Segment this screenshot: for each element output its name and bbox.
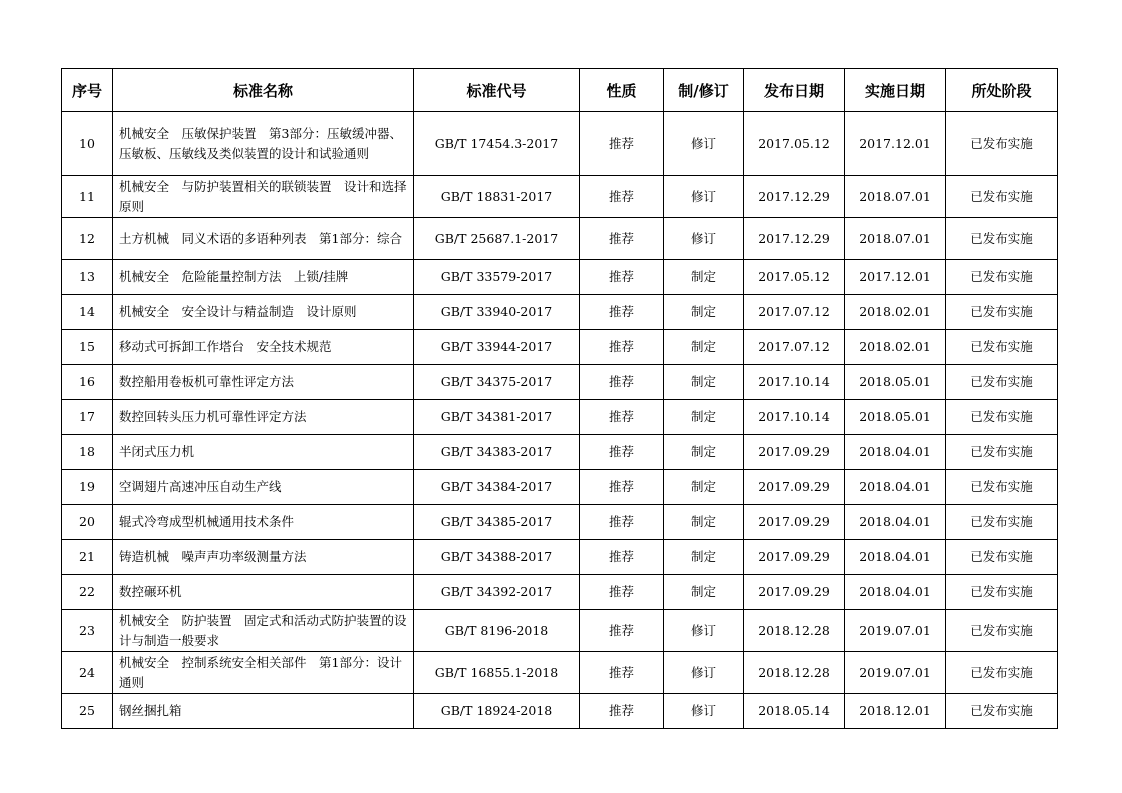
cell-serial-no: 22 — [62, 575, 113, 610]
cell-standard-name: 移动式可拆卸工作塔台 安全技术规范 — [113, 330, 414, 365]
cell-implement-date: 2018.04.01 — [845, 505, 946, 540]
cell-revision-type: 制定 — [664, 505, 744, 540]
cell-standard-name: 钢丝捆扎箱 — [113, 694, 414, 729]
cell-standard-code: GB/T 34392-2017 — [414, 575, 580, 610]
cell-nature: 推荐 — [580, 540, 664, 575]
table-row — [62, 470, 1058, 505]
cell-publish-date: 2017.07.12 — [744, 295, 845, 330]
cell-revision-type: 修订 — [664, 112, 744, 176]
cell-implement-date: 2019.07.01 — [845, 610, 946, 652]
cell-nature: 推荐 — [580, 575, 664, 610]
cell-standard-name: 机械安全 防护装置 固定式和活动式防护装置的设计与制造一般要求 — [113, 610, 414, 652]
cell-standard-code: GB/T 17454.3-2017 — [414, 112, 580, 176]
cell-nature: 推荐 — [580, 218, 664, 260]
cell-standard-code: GB/T 34381-2017 — [414, 400, 580, 435]
cell-publish-date: 2018.05.14 — [744, 694, 845, 729]
cell-publish-date: 2017.09.29 — [744, 575, 845, 610]
cell-standard-name: 数控碾环机 — [113, 575, 414, 610]
cell-revision-type: 修订 — [664, 218, 744, 260]
cell-publish-date: 2017.05.12 — [744, 260, 845, 295]
header-implement-date: 实施日期 — [845, 69, 946, 112]
cell-standard-code: GB/T 33579-2017 — [414, 260, 580, 295]
cell-implement-date: 2018.12.01 — [845, 694, 946, 729]
cell-publish-date: 2017.09.29 — [744, 540, 845, 575]
table-row — [62, 365, 1058, 400]
cell-serial-no: 13 — [62, 260, 113, 295]
cell-implement-date: 2018.05.01 — [845, 400, 946, 435]
table-row — [62, 218, 1058, 260]
cell-serial-no: 18 — [62, 435, 113, 470]
cell-stage: 已发布实施 — [946, 330, 1058, 365]
cell-implement-date: 2018.07.01 — [845, 218, 946, 260]
header-publish-date: 发布日期 — [744, 69, 845, 112]
cell-revision-type: 制定 — [664, 330, 744, 365]
table-row — [62, 112, 1058, 176]
cell-revision-type: 制定 — [664, 540, 744, 575]
cell-revision-type: 制定 — [664, 400, 744, 435]
standards-table — [61, 68, 1058, 729]
cell-stage: 已发布实施 — [946, 260, 1058, 295]
cell-standard-code: GB/T 16855.1-2018 — [414, 652, 580, 694]
cell-serial-no: 17 — [62, 400, 113, 435]
cell-standard-name: 机械安全 压敏保护装置 第3部分：压敏缓冲器、压敏板、压敏线及类似装置的设计和试验通则 — [113, 112, 414, 176]
cell-publish-date: 2017.07.12 — [744, 330, 845, 365]
header-revision-type: 制/修订 — [664, 69, 744, 112]
cell-stage: 已发布实施 — [946, 295, 1058, 330]
cell-revision-type: 修订 — [664, 610, 744, 652]
cell-nature: 推荐 — [580, 330, 664, 365]
header-stage: 所处阶段 — [946, 69, 1058, 112]
cell-publish-date: 2017.10.14 — [744, 365, 845, 400]
table-row — [62, 505, 1058, 540]
cell-implement-date: 2017.12.01 — [845, 260, 946, 295]
cell-stage: 已发布实施 — [946, 610, 1058, 652]
header-standard-code: 标准代号 — [414, 69, 580, 112]
cell-implement-date: 2018.07.01 — [845, 176, 946, 218]
cell-standard-name: 半闭式压力机 — [113, 435, 414, 470]
cell-revision-type: 制定 — [664, 575, 744, 610]
cell-revision-type: 制定 — [664, 260, 744, 295]
cell-standard-code: GB/T 18924-2018 — [414, 694, 580, 729]
cell-stage: 已发布实施 — [946, 400, 1058, 435]
cell-implement-date: 2019.07.01 — [845, 652, 946, 694]
cell-nature: 推荐 — [580, 505, 664, 540]
cell-serial-no: 21 — [62, 540, 113, 575]
cell-revision-type: 制定 — [664, 470, 744, 505]
cell-publish-date: 2018.12.28 — [744, 652, 845, 694]
header-standard-name: 标准名称 — [113, 69, 414, 112]
cell-standard-name: 铸造机械 噪声声功率级测量方法 — [113, 540, 414, 575]
table-row — [62, 295, 1058, 330]
cell-serial-no: 16 — [62, 365, 113, 400]
cell-nature: 推荐 — [580, 176, 664, 218]
cell-implement-date: 2018.02.01 — [845, 330, 946, 365]
cell-serial-no: 23 — [62, 610, 113, 652]
cell-standard-code: GB/T 34375-2017 — [414, 365, 580, 400]
cell-stage: 已发布实施 — [946, 218, 1058, 260]
cell-implement-date: 2018.04.01 — [845, 435, 946, 470]
cell-standard-code: GB/T 33944-2017 — [414, 330, 580, 365]
table-row — [62, 694, 1058, 729]
table-row — [62, 652, 1058, 694]
cell-standard-name: 土方机械 同义术语的多语种列表 第1部分：综合 — [113, 218, 414, 260]
cell-implement-date: 2018.05.01 — [845, 365, 946, 400]
table-row — [62, 435, 1058, 470]
table-row — [62, 540, 1058, 575]
cell-nature: 推荐 — [580, 400, 664, 435]
cell-stage: 已发布实施 — [946, 694, 1058, 729]
cell-publish-date: 2017.09.29 — [744, 470, 845, 505]
cell-serial-no: 11 — [62, 176, 113, 218]
cell-serial-no: 12 — [62, 218, 113, 260]
cell-stage: 已发布实施 — [946, 176, 1058, 218]
cell-serial-no: 24 — [62, 652, 113, 694]
cell-implement-date: 2018.04.01 — [845, 470, 946, 505]
cell-publish-date: 2017.09.29 — [744, 505, 845, 540]
cell-standard-name: 数控船用卷板机可靠性评定方法 — [113, 365, 414, 400]
cell-revision-type: 制定 — [664, 435, 744, 470]
cell-standard-code: GB/T 34384-2017 — [414, 470, 580, 505]
cell-publish-date: 2017.10.14 — [744, 400, 845, 435]
cell-nature: 推荐 — [580, 652, 664, 694]
cell-stage: 已发布实施 — [946, 575, 1058, 610]
table-row — [62, 575, 1058, 610]
cell-nature: 推荐 — [580, 435, 664, 470]
cell-stage: 已发布实施 — [946, 435, 1058, 470]
header-nature: 性质 — [580, 69, 664, 112]
cell-implement-date: 2018.04.01 — [845, 575, 946, 610]
cell-serial-no: 25 — [62, 694, 113, 729]
cell-revision-type: 制定 — [664, 295, 744, 330]
cell-stage: 已发布实施 — [946, 540, 1058, 575]
cell-stage: 已发布实施 — [946, 505, 1058, 540]
cell-serial-no: 14 — [62, 295, 113, 330]
cell-revision-type: 修订 — [664, 176, 744, 218]
cell-standard-code: GB/T 34385-2017 — [414, 505, 580, 540]
cell-publish-date: 2017.09.29 — [744, 435, 845, 470]
cell-standard-name: 空调翅片高速冲压自动生产线 — [113, 470, 414, 505]
cell-standard-code: GB/T 34388-2017 — [414, 540, 580, 575]
cell-serial-no: 10 — [62, 112, 113, 176]
cell-implement-date: 2018.02.01 — [845, 295, 946, 330]
cell-standard-name: 机械安全 与防护装置相关的联锁装置 设计和选择原则 — [113, 176, 414, 218]
header-row — [62, 69, 1058, 112]
cell-publish-date: 2018.12.28 — [744, 610, 845, 652]
cell-revision-type: 制定 — [664, 365, 744, 400]
cell-stage: 已发布实施 — [946, 470, 1058, 505]
table-row — [62, 260, 1058, 295]
cell-nature: 推荐 — [580, 260, 664, 295]
table-row — [62, 330, 1058, 365]
cell-standard-name: 机械安全 危险能量控制方法 上锁/挂牌 — [113, 260, 414, 295]
cell-standard-code: GB/T 34383-2017 — [414, 435, 580, 470]
cell-standard-name: 辊式冷弯成型机械通用技术条件 — [113, 505, 414, 540]
cell-revision-type: 修订 — [664, 652, 744, 694]
cell-standard-code: GB/T 18831-2017 — [414, 176, 580, 218]
cell-serial-no: 19 — [62, 470, 113, 505]
cell-stage: 已发布实施 — [946, 365, 1058, 400]
cell-standard-name: 数控回转头压力机可靠性评定方法 — [113, 400, 414, 435]
cell-standard-name: 机械安全 控制系统安全相关部件 第1部分：设计通则 — [113, 652, 414, 694]
cell-nature: 推荐 — [580, 610, 664, 652]
cell-standard-code: GB/T 8196-2018 — [414, 610, 580, 652]
cell-implement-date: 2017.12.01 — [845, 112, 946, 176]
cell-implement-date: 2018.04.01 — [845, 540, 946, 575]
cell-stage: 已发布实施 — [946, 112, 1058, 176]
cell-nature: 推荐 — [580, 470, 664, 505]
table-row — [62, 610, 1058, 652]
header-serial-no: 序号 — [62, 69, 113, 112]
cell-standard-code: GB/T 33940-2017 — [414, 295, 580, 330]
cell-publish-date: 2017.05.12 — [744, 112, 845, 176]
cell-serial-no: 20 — [62, 505, 113, 540]
table-row — [62, 400, 1058, 435]
cell-nature: 推荐 — [580, 295, 664, 330]
cell-publish-date: 2017.12.29 — [744, 176, 845, 218]
cell-publish-date: 2017.12.29 — [744, 218, 845, 260]
cell-nature: 推荐 — [580, 365, 664, 400]
table-row — [62, 176, 1058, 218]
cell-revision-type: 修订 — [664, 694, 744, 729]
cell-serial-no: 15 — [62, 330, 113, 365]
cell-nature: 推荐 — [580, 112, 664, 176]
cell-stage: 已发布实施 — [946, 652, 1058, 694]
cell-standard-code: GB/T 25687.1-2017 — [414, 218, 580, 260]
cell-nature: 推荐 — [580, 694, 664, 729]
cell-standard-name: 机械安全 安全设计与精益制造 设计原则 — [113, 295, 414, 330]
